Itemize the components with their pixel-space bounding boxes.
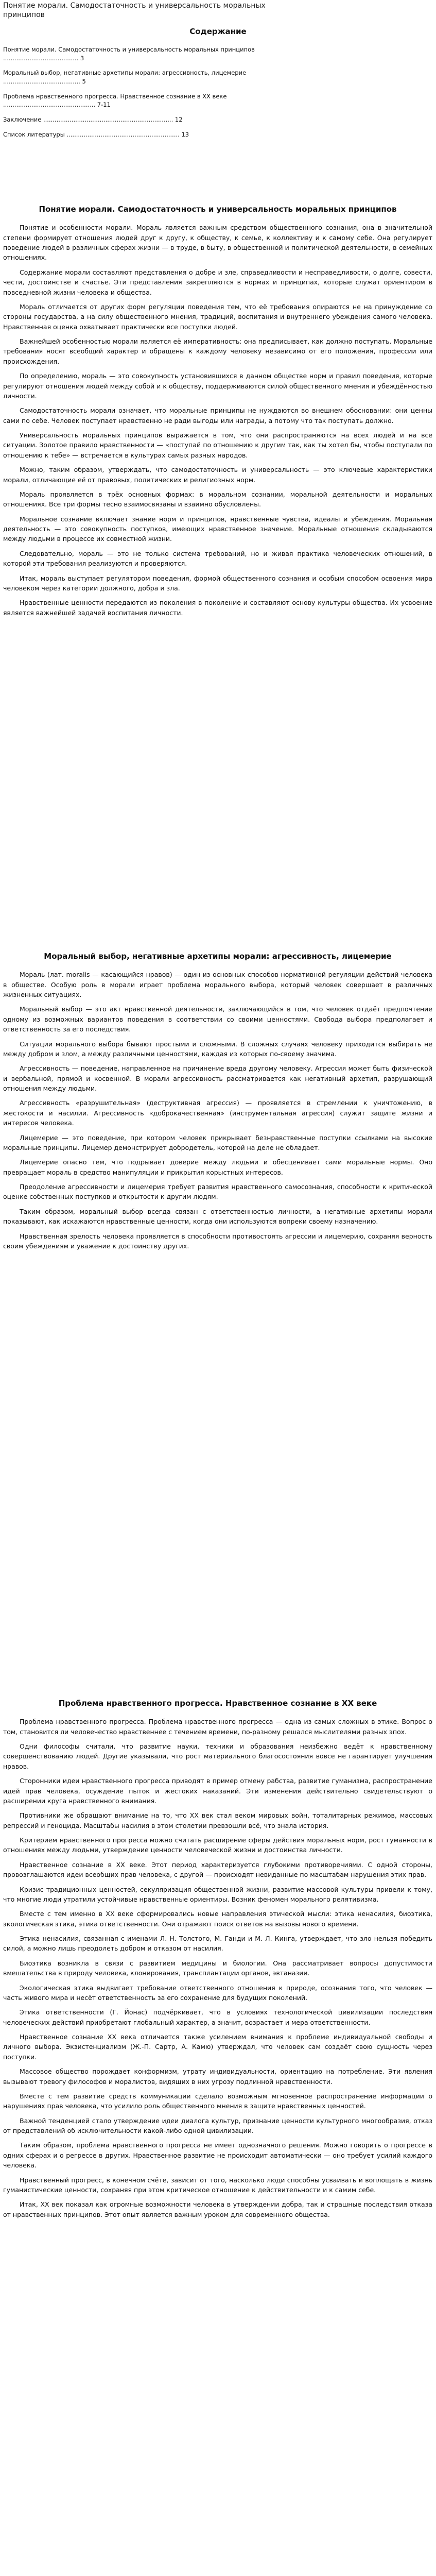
body-paragraph: Итак, мораль выступает регулятором поведения, формой общественного сознания и особым способом освоения мира человеком через категории должного, добра и зла. — [3, 574, 432, 592]
body-paragraph: Таким образом, проблема нравственного прогресса не имеет однозначного решения. Можно говорить о прогрессе в одних сферах и о регрессе в других. Нравственное развитие не происходит автоматически — оно требует усилий каждого человека. — [3, 2141, 432, 2170]
section-heading: Моральный выбор, негативные архетипы морали: агрессивность, лицемерие — [44, 952, 392, 961]
body-paragraph: Агрессивность «разрушительная» (деструктивная агрессия) — проявляется в стремлении к уничтожению, в жестокости и насилии. Агрессивность «доброкачественная» (инструментальная агрессия) служит защите жизни и интересов человека. — [3, 1099, 432, 1127]
toc-item[interactable]: Заключение ..................................................................... 12 — [3, 116, 183, 124]
toc-heading: Содержание — [189, 27, 247, 36]
body-paragraph: Важной тенденцией стало утверждение идеи диалога культур, признание ценности культурного многообразия, отказ от представлений об исключительности какой-либо одной цивилизации. — [3, 2116, 432, 2134]
body-paragraph: Противники же обращают внимание на то, что ХХ век стал веком мировых войн, тоталитарных режимов, массовых репрессий и геноцида. Масштабы насилия в этом столетии превзошли всё, что знала история. — [3, 1811, 432, 1829]
body-paragraph: Нравственный прогресс, в конечном счёте, зависит от того, насколько люди способны усваивать и воплощать в жизнь гуманистические ценности, сохраняя при этом критическое отношение к действительности и к самим себе. — [3, 2176, 432, 2194]
body-paragraph: Критерием нравственного прогресса можно считать расширение сферы действия моральных норм, рост гуманности в отношениях между людьми, утверждение ценности человеческой жизни и достоинства личности. — [3, 1836, 432, 1854]
body-paragraph: Массовое общество порождает конформизм, утрату индивидуальности, ориентацию на потребление. Эти явления вызывают тревогу философов и моралистов, видящих в них угрозу подлинной нравственности. — [3, 2067, 432, 2086]
section-moral-progress — [3, 1698, 432, 2224]
body-paragraph: Экологическая этика выдвигает требование ответственного отношения к природе, осознания того, что человек — часть живого мира и несёт ответственность за его сохранение для будущих поколений. — [3, 1984, 432, 2002]
toc-item[interactable]: Моральный выбор, негативные архетипы морали: агрессивность, лицемерие ......................................... 5 — [3, 69, 247, 86]
body-paragraph: Агрессивность — поведение, направленное на причинение вреда другому человеку. Агрессия может быть физической и вербальной, прямой и косвенной. В морали агрессивность рассматривается как негативный архетип, разрушающий отношения между людьми. — [3, 1064, 432, 1092]
body-paragraph: Важнейшей особенностью морали является её императивность: она предписывает, как должно поступать. Моральные требования носят всеобщий характер и обращены к каждому человеку независимо от его положения, профессии или происхождения. — [3, 337, 432, 365]
body-paragraph: Нравственные ценности передаются из поколения в поколение и составляют основу культуры общества. Их усвоение является важнейшей задачей воспитания личности. — [3, 599, 432, 617]
body-paragraph: Содержание морали составляют представления о добре и зле, справедливости и несправедливости, о долге, совести, чести, достоинстве и счастье. Эти представления закрепляются в нормах и принципах, которые служат ориентиром в повседневной жизни человека и общества. — [3, 268, 432, 296]
body-paragraph: Можно, таким образом, утверждать, что самодостаточность и универсальность — это ключевые характеристики морали, отличающие её от правовых, политических и религиозных норм. — [3, 466, 432, 484]
body-paragraph: Мораль проявляется в трёх основных формах: в моральном сознании, моральной деятельности и моральных отношениях. Все три формы тесно взаимосвязаны и взаимно обусловлены. — [3, 490, 432, 509]
section-moral-choice — [3, 951, 432, 1256]
body-paragraph: Нравственное сознание ХХ века отличается также усилением внимания к проблеме индивидуальной свободы и личного выбора. Экзистенциализм (Ж.-П. Сартр, А. Камю) утверждал, что человек сам создаёт свою сущность через поступки. — [3, 2033, 432, 2061]
body-paragraph: По определению, мораль — это совокупность установившихся в данном обществе норм и правил поведения, которые регулируют отношения людей между собой и к обществу, поддерживаются силой общественного мнения и убеждённостью личности. — [3, 372, 432, 400]
body-paragraph: Нравственная зрелость человека проявляется в способности противостоять агрессии и лицемерию, сохраняя верность своим убеждениям и уважение к достоинству других. — [3, 1232, 432, 1250]
body-paragraph: Преодоление агрессивности и лицемерия требует развития нравственного самосознания, способности к критической оценке собственных поступков и открытости к другим людям. — [3, 1183, 432, 1201]
body-paragraph: Мораль (лат. moralis — касающийся нравов) — один из основных способов нормативной регуляции действий человека в обществе. Особую роль в морали играет проблема морального выбора, который человек совершает в различных жизненных ситуациях. — [3, 971, 432, 998]
body-paragraph: Итак, ХХ век показал как огромные возможности человека в утверждении добра, так и страшные последствия отказа от нравственных принципов. Этот опыт является важным уроком для современного общества. — [3, 2200, 432, 2218]
body-paragraph: Нравственное сознание в ХХ веке. Этот период характеризуется глубокими противоречиями. С одной стороны, провозглашаются идеи всеобщих прав человека, с другой — происходят невиданные по масштабам нарушения этих прав. — [3, 1860, 432, 1879]
body-paragraph: Одни философы считали, что развитие науки, техники и образования неизбежно ведёт к нравственному совершенствованию людей. Другие указывали, что рост материального благосостояния вовсе не гарантирует улучшения нравов. — [3, 1742, 432, 1770]
body-paragraph: Сторонники идеи нравственного прогресса приводят в пример отмену рабства, развитие гуманизма, распространение идей прав человека, осуждение пыток и жестоких наказаний. Эти изменения действительно свидетельствуют о расширении круга нравственного внимания. — [3, 1777, 432, 1805]
body-paragraph: Универсальность моральных принципов выражается в том, что они распространяются на всех людей и на все ситуации. Золотое правило нравственности — «поступай по отношению к другим так, как ты хотел бы, чтобы поступали по отношению к тебе» — встречается в культурах самых разных народов. — [3, 431, 432, 459]
body-paragraph: Таким образом, моральный выбор всегда связан с ответственностью личности, а негативные архетипы морали показывают, как искажаются нравственные ценности, когда они используются вопреки своему назначению. — [3, 1207, 432, 1226]
body-paragraph: Моральное сознание включает знание норм и принципов, нравственные чувства, идеалы и убеждения. Моральная деятельность — это совокупность поступков, имеющих нравственное значение. Моральные отношения складываются между людьми в процессе их совместной жизни. — [3, 515, 432, 543]
body-paragraph: Биоэтика возникла в связи с развитием медицины и биологии. Она рассматривает вопросы допустимости вмешательства в природу человека, клонирования, трансплантации органов, эвтаназии. — [3, 1959, 432, 1977]
document-title: Понятие морали. Самодостаточность и универсальность моральных принципов — [3, 2, 266, 20]
body-paragraph: Лицемерие — это поведение, при котором человек прикрывает безнравственные поступки ссылками на высокие моральные принципы. Лицемер демонстрирует добродетель, которой на деле не обладает. — [3, 1133, 432, 1151]
section-heading: Проблема нравственного прогресса. Нравственное сознание в ХХ веке — [58, 1699, 377, 1708]
body-paragraph: Самодостаточность морали означает, что моральные принципы не нуждаются во внешнем обосновании: они ценны сами по себе. Человек поступает нравственно не ради выгоды или награды, а потому что так поступать должно. — [3, 406, 432, 425]
body-paragraph: Ситуации морального выбора бывают простыми и сложными. В сложных случаях человеку приходится выбирать не между добром и злом, а между различными ценностями, каждая из которых по-своему значима. — [3, 1040, 432, 1058]
body-paragraph: Проблема нравственного прогресса. Проблема нравственного прогресса — одна из самых сложных в этике. Вопрос о том, становится ли человечество нравственнее с течением времени, по-разному решался мыслителями разных эпох. — [3, 1718, 432, 1736]
body-paragraph: Следовательно, мораль — это не только система требований, но и живая практика человеческих отношений, в которой эти требования реализуются и проверяются. — [3, 549, 432, 568]
toc-item[interactable]: Проблема нравственного прогресса. Нравственное сознание в ХХ веке ................................................. 7-11 — [3, 92, 227, 109]
body-paragraph: Лицемерие опасно тем, что подрывает доверие между людьми и обесценивает сами моральные нормы. Оно превращает мораль в средство манипуляции и прикрытия корыстных интересов. — [3, 1158, 432, 1176]
body-paragraph: Вместе с тем развитие средств коммуникации сделало возможным мгновенное распространение информации о нарушениях прав человека, что усилило роль общественного мнения в защите нравственных ценностей. — [3, 2092, 432, 2110]
body-paragraph: Вместе с тем именно в ХХ веке сформировались новые направления этической мысли: этика ненасилия, биоэтика, экологическая этика, этика ответственности. Они отражают поиск ответов на вызовы нового времени. — [3, 1910, 432, 1928]
table-of-contents — [3, 45, 260, 145]
toc-item[interactable]: Список литературы ............................................................ 13 — [3, 130, 189, 138]
section-morality-concept — [3, 204, 432, 622]
body-paragraph: Этика ответственности (Г. Йонас) подчёркивает, что в условиях технологической цивилизации последствия человеческих действий приобретают глобальный характер, а значит, возрастает и мера ответственности. — [3, 2008, 432, 2026]
body-paragraph: Этика ненасилия, связанная с именами Л. Н. Толстого, М. Ганди и М. Л. Кинга, утверждает, что зло нельзя победить силой, а можно лишь преодолеть добром и отказом от насилия. — [3, 1935, 432, 1953]
body-paragraph: Мораль отличается от других форм регуляции поведения тем, что её требования опираются не на принуждение со стороны государства, а на силу общественного мнения, традиций, воспитания и внутреннего убеждения самого человека. Нравственная оценка охватывает практически все поступки людей. — [3, 302, 432, 331]
body-paragraph: Моральный выбор — это акт нравственной деятельности, заключающийся в том, что человек отдаёт предпочтение одному из возможных вариантов поведения в соответствии со своими ценностями. Свобода выбора предполагает и ответственность за его последствия. — [3, 1005, 432, 1033]
body-paragraph: Понятие и особенности морали. Мораль является важным средством общественного сознания, она в значительной степени формирует отношения людей друг к другу, к обществу, к семье, к коллективу и к самому себе. Она регулирует поведение людей в различных сферах жизни — в труде, в быту, в общественной и политической деятельности, в семейных отношениях. — [3, 224, 432, 262]
body-paragraph: Кризис традиционных ценностей, секуляризация общественной жизни, развитие массовой культуры привели к тому, что многие люди утратили устойчивые нравственные ориентиры. Возник феномен морального релятивизма. — [3, 1885, 432, 1903]
toc-item[interactable]: Понятие морали. Самодостаточность и универсальность моральных принципов ........................................ 3 — [3, 46, 255, 62]
section-heading: Понятие морали. Самодостаточность и универсальность моральных принципов — [39, 205, 397, 214]
